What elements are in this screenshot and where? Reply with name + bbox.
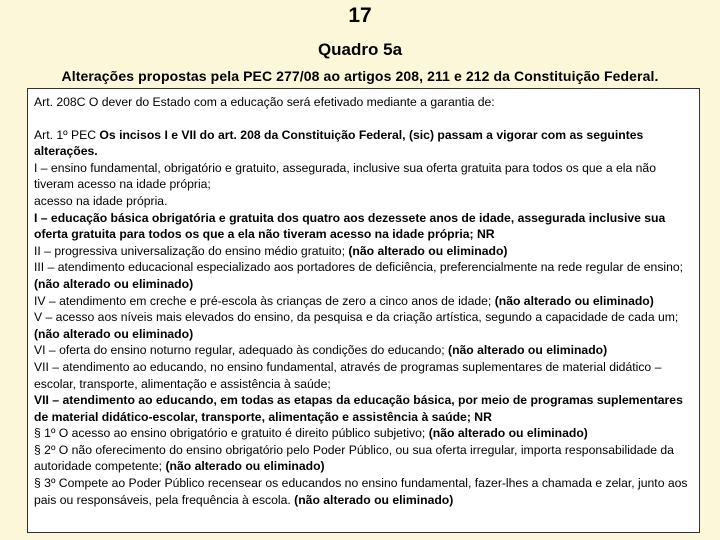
inciso-7-new-text: VII – atendimento ao educando, em todas as etapas da educação básica, por meio de programas suplementares de material didático-escolar, transporte, alimentação e assistência à saúde; NR <box>34 393 683 424</box>
art-1-pec-paragraph <box>34 127 693 160</box>
paragraph-3 <box>34 475 693 508</box>
unchanged-note: (não alterado ou eliminado) <box>34 326 194 341</box>
inciso-2 <box>34 243 693 260</box>
art-1-text: Os incisos I e VII do art. 208 da Constituição Federal, (sic) passam a vigorar com as seguintes alterações. <box>34 127 644 159</box>
art-1-prefix: Art. 1º PEC <box>34 127 100 142</box>
paragraph-2-text: § 2º O não oferecimento do ensino obrigatório pelo Poder Público, ou sua oferta irregular, importa responsabilidade da autoridade competente; <box>34 442 674 474</box>
inciso-5 <box>34 309 693 342</box>
inciso-4 <box>34 293 693 310</box>
paragraph-3-text: § 3º Compete ao Poder Público recensear os educandos no ensino fundamental, fazer-lhes a chamada e zelar, junto aos pais ou responsáveis, pela frequência à escola. <box>34 476 688 507</box>
unchanged-note: (não alterado ou eliminado) <box>348 243 508 258</box>
unchanged-note: (não alterado ou eliminado) <box>165 459 325 474</box>
inciso-3 <box>34 259 693 292</box>
unchanged-note: (não alterado ou eliminado) <box>294 492 454 507</box>
inciso-1-old: I – ensino fundamental, obrigatório e gratuito, assegurada, inclusive sua oferta gratuita para todos os que a ela não tiveram acesso na idade própria; <box>34 160 656 192</box>
inciso-6-text: VI – oferta do ensino noturno regular, adequado às condições do educando; <box>34 343 449 358</box>
inciso-6 <box>34 342 693 359</box>
paragraph-2 <box>34 442 693 475</box>
unchanged-note: (não alterado ou eliminado) <box>448 343 608 358</box>
content-box <box>27 88 700 533</box>
page-subtitle: Alterações propostas pela PEC 277/08 ao artigos 208, 211 e 212 da Constituição Federal. <box>61 68 659 84</box>
inciso-1-old-continuation: acesso na idade própria. <box>34 193 168 208</box>
inciso-7-new <box>34 392 693 425</box>
unchanged-note: (não alterado ou eliminado) <box>34 276 194 291</box>
slide-number: 17 <box>348 4 372 27</box>
inciso-3-text: III – atendimento educacional especializado aos portadores de deficiência, preferencialmente na rede regular de ensino; <box>34 260 684 275</box>
inciso-1-new-text: I – educação básica obrigatória e gratuita dos quatro aos dezessete anos de idade, assegurada inclusive sua oferta gratuita para todos os que a ela não tiveram acesso na idade própria; NR <box>34 210 666 242</box>
inciso-7-old: VII – atendimento ao educando, no ensino fundamental, através de programas suplementares de material didático – escolar, transporte, alimentação e assistência à saúde; <box>34 359 662 391</box>
inciso-4-text: IV – atendimento em creche e pré-escola às crianças de zero a cinco anos de idade; <box>34 293 495 308</box>
paragraph-1 <box>34 425 693 442</box>
inciso-1-new <box>34 210 693 243</box>
art-208c-paragraph: Art. 208C O dever do Estado com a educação será efetivado mediante a garantia de: <box>34 95 495 109</box>
unchanged-note: (não alterado ou eliminado) <box>428 426 588 441</box>
page-title: Quadro 5a <box>317 40 403 59</box>
paragraph-1-text: § 1º O acesso ao ensino obrigatório e gratuito é direito público subjetivo; <box>34 426 429 441</box>
inciso-5-text: V – acesso aos níveis mais elevados do ensino, da pesquisa e da criação artística, segundo a capacidade de cada um; <box>34 310 679 325</box>
inciso-2-text: II – progressiva universalização do ensino médio gratuito; <box>34 243 349 258</box>
spacer <box>34 111 693 127</box>
unchanged-note: (não alterado ou eliminado) <box>494 293 654 308</box>
